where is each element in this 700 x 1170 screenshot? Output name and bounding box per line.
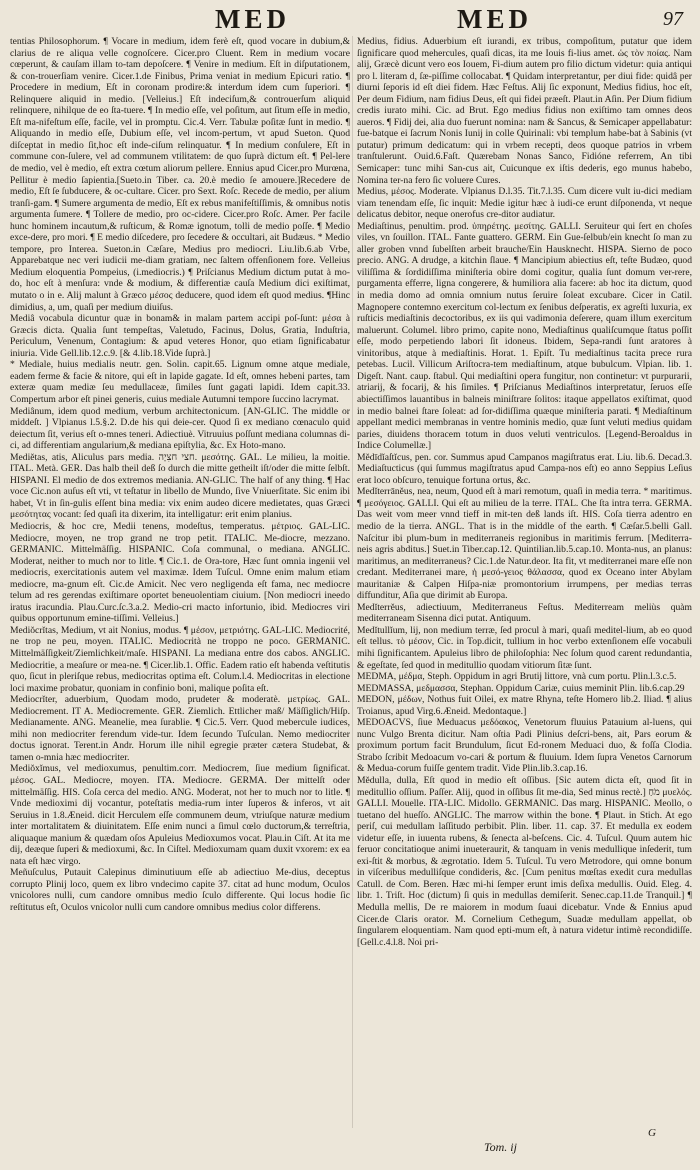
volume-signature: Tom. ij	[484, 1140, 517, 1154]
entry-medianum: Mediânum, idem quod medium, verbum architectonicum. [AN-GLIC. The middle or middeſt. ] Vlpianus l.5.§.2. D.de his qui deie-cer. Quod ſi ex mediano cœnaculo quid deiectum ſit, verius eſt o-mnes teneri. Adiectiuè. Vitruuius poſſunt mediana columnas di-ci, ad differentiam angularium,& mediana epiſtylia, &c. Ex Hoto-mano.	[10, 405, 350, 452]
entry-mediocris: Mediocris, & hoc cre, Medii tenens, modeſtus, temperatus. μέτριος. GAL-LIC. Mediocre, moyen, ne trop grand ne trop petit. ITALIC. Me-diocre, mezzano. GERMANIC. Mittelmäſſig. HISPANIC. Coſa communal, o mediana. ANGLIC. Moderat, neither to much nor to litle. ¶ Cic.1. de Ora-tore, Hæc ſunt omnia ingenii vel mediocris, exercitationis autem vel maximæ. Idem Tuſcul. Omne enim malum etiam mediocre, ma-gnum eſt. Cic.de Amicit. Nec vero negligenda eſt fama, nec mediocre telum ad res gerendas exiſtimare oportet beneuolentiam ciuium. [Non mediocri ineedo iratus iracundia. Plau.Curc.ſc.3.a.2. Medio-cri macto infortunio, ibid. Mediocres viri quibus opportunum emine-tiſſimi. Velleius.]	[10, 520, 350, 625]
entry-mediterraneus: Medĭterrānĕus, nea, neum, Quod eſt à mari remotum, quaſi in media terra. * maritimus. ¶ μεσόγειος. GALLI. Qui eſt au milieu de la terre. ITAL. Che ſta intra terra. GERMA. Das weit vom meer vnnd tieff in mit-ten deß lands iſt. HIS. Coſa tierra adentro en medio de la tierra. ANGL. That is in the middle of the earth. ¶ Cæſar.5.belli Gall. Naſcitur ibi plum-bum in mediterraneis regionibus in maritimis ferrum. [Mediterra-neis agris abditus.] Suet.in Tiber.cap.12. Quintilian.lib.5.cap.10. Monta-nus, an planus: maritimus, an mediterraneus? Cic.1.de Natur.deor. Ita fit, vt mediterranei mare eſſe non credant. Mediterranei mare, ἡ μεσό-γειος θάλασσα, quod ex Oceano inter Abylam mauritaniæ & Calpen Hiſpa-niæ promontorium irrumpens, per medias terras diffunditur, Aſia que dirimit ab Europa.	[357, 486, 692, 602]
entry-mediastuticus: Mĕdīdĭaſtĭcus, pen. cor. Summus apud Campanos magiſtratus erat. Liu. lib.6. Decad.3. Mediaſtucticus (qui ſummus magiſtratus apud Campa-nos eſt) eo anno Seppius Leſius erat loco obſcuro, tenuique fortuna ortus, &c.	[357, 451, 692, 486]
page-footer	[0, 1126, 700, 1166]
page-number: 97	[663, 8, 683, 30]
entry-medioximus: Mediŏxĭmus, vel medioxumus, penultim.corr. Mediocrem, ſiue medium ſignificat. μέσος. GAL. Mediocre, moyen. ITA. Mediocre. GERMA. Der mittelſt oder mittelmäſſig. HIS. Coſa cerca del medio. ANG. Moderat, not her to much nor to litle. ¶ Vnde medioximi dij vocantur, poteſtatis media-rum inter ſuperos & inferos, vt ait Seruius in 1.8.Æneid. dicit Herculem eſſe communem deum, vtriuſque naturæ medium inter mortalitatem & diuinitatem. Eſſe enim nunci a ſimul cœlo ductorum,& terreſtria, aliquaque manium & quædam oſos Apuleius Medioxumos vocat. Plau.in Ciſt. At ita me dij, deæque ſuperi & medioxumi, &c. In Ciſtel. Medioxumam quam duxit vxorem: ex ea nata eſt hæc virgo.	[10, 763, 350, 867]
entry-medietas: Mediĕtas, atis, Aliculus pars media. חצי חצִיָה. μεσότης. GAL. Le milieu, la moitie. ITAL. Metà. GER. Das halb theil deß ſo durch die mitte getheilt iſt/oder die mitte ſelbſt. HISPANI. El medio de dos extremos mediania. AN-GLIC. The half of any thing. ¶ Hac voce Cic.non auſus eſt vti, vt teſtatur in libello de Mundo, ſive Vniuerſitate. Sic enim ibi habet, Vt in ſin-gulis eſſent bina media: vix enim audeo dicere medietates, quas Græci μεσότητας vocant: ſed quaſi ita dixerim, ita intelligatur: erit enim planius.	[10, 451, 350, 521]
left-column	[10, 36, 350, 1128]
entry-medma: MEDMA, μέδμα, Steph. Oppidum in agri Brutij littore, vnà cum portu. Plin.l.3.c.5.	[357, 671, 677, 683]
entry-medmassa: MEDMASSA, μεδμασσα, Stephan. Oppidum Cariæ, cuius meminit Plin. lib.6.cap.29	[357, 682, 685, 694]
page-header	[0, 0, 700, 40]
entry-medium-phrases: tentias Philosophorum. ¶ Vocare in medium, idem ferè eſt, quod vocare in dubium,& clarius de re aliqua velle cognoſcere. Cicer.pro Cluent. Rem in medium vocare cœperunt, & cauſam illam to-tam depoſcere. ¶ Venire in medium. Eſt in diſputationem, & con-trouerſiam venire. Cicer.1.de Finibus, Prima veniat in medium Epicuri ratio. ¶ Procedere in medium, Eſt in coronam prodire:& interdum idem cum ſuperiori. ¶ Relinquere aliquid in medio. [Velleius.] Eſt indeciſum,& controuerſum aliquid relinquere, nihilque de eo ſta-tuere. ¶ In medio eſſe, vel poſitum, aut ſitum eſſe in medio, Eſt ma-nifeſtum eſſe, facile, vel in promptu. Cic.4. Verr. Tabulæ poſitæ ſunt in medio. ¶ Aliquando in medio eſſe, Dubium eſſe, vel incom-pertum, vt apud Sueton. Quod diſceptat in medio ſit,hoc eſt inde-ciſum relinquatur. ¶ In medium conſulere, Eſt in commune con-ſulere, vel ad communem vtilitatem: de quo ſuprà dictum eſt. ¶ Pel-lere de medio, vel è medio, eſt extra cœtum aliorum pellere. Ennius apud Cicer.pro Murœna, Pellitur è medio ſapientia.[Sueto.in Tiber. ca. 20.è medio ſe amouere.]Recedere de medio, Eſt ſe ſubducere, & oc-cultare. Cicer. pro Sext. Roſc. Recede de medio, per alium tranſi-gam. ¶ Sumere argumenta de medio, Eſt ex rebus manifeſtiſſimis, & omnibus notis argumenta ſumere. ¶ Tollere de medio, pro oc-cidere. Cicer.pro Roſc. Amer. Per facile hunc hominem incautum,& ruſticum, & Romæ ignotum, tolli de medio poſſe. ¶ Medio exce-dere, pro mori. ¶ E medio diſcedere, pro ſecedere & occultari, ait Budæus. * Medio tempore, pro Interea. Sueton.in Cæſare, Medius pro mediocri. Liu.lib.6.ab Vrbe, Apparebatque nec veri iudicii me-diam gratiam, nec ſaltem offenſionem fore. Velleius Medium eloquentia Pompeius, (i.mediocris.) ¶ Priſcianus Medium dictum putat à mo-do, hoc eſt à menſura: vnde & modium, & differentiæ cauſa Medium dici exiſtimat, mutato o in e. Alij malunt à Græco μέσος deducere, quod idem eſt quod medius. ¶Hinc dimidius, a, um, quaſi per medium diuiſus.	[10, 36, 350, 313]
entry-medulla: Mĕdulla, dulla, Eſt quod in medio eſt oſſibus. [Sic autem dicta eſt, quod ſit in meditullio oſſium. Paſſer. Alij, quod in oſſibus ſit me-dia, Sed minus rectè.] מֹחַ μυελός. GALLI. Mouelle. ITA-LIC. Midollo. GERMANIC. Das marg. HISPANIC. Meollo, o tuetano del hueſſo. ANGLIC. The marrow within the bone. ¶ Plaut. in Stich. At ego periſ, cui medullam laſſitudo perbibit. Plin. liber. 11. cap. 37. Et medulla ex eodem videtur eſſe, in iuuenta rubens, & ſenecta al-beſcens. Cic. 4. Tuſcul. Quum autem hic feruor concitatioque animi inueteraurit, & tanquam in venis medullique inſederit, tum exi-ſtit & morbus, & ægrotatio. Idem 5. Tuſcul. Tu vero Metrodore, qui omne bonum in viſceribus medulliſque condideris, &c. [Cum penitus mœſtas exedit cura medullas Catull. de Com. Beren. Hæc mi-hi ſemper erunt imis deſixa medullis. Ouid. Eleg. 4. libr. 1. Triſt. Hoc (dictum) ſi quis in medullas demiſerit. Senec.cap.11.de Tranquil.] ¶ Medulla mellis, De re maiorem in modum ſuaui dicebatur. Vnde & Ennius apud Cicer.de Claris orator. M. Cornelium Cethegum, Suadæ medullam appellat, ob ſingularem eloquentiam. Nam quod epti-mum eſt, à natura videtur intimè recondidiſſe. [Gell.c.4.l.8. Noi pri-	[357, 775, 692, 948]
entry-medie: Medius, μέσος. Moderate. Vlpianus D.l.35. Tit.7.l.35. Cum dicere vult iu-dici mediam viam tenendam eſſe, ſic inquit: Medie igitur hæc à iudi-ce erunt diſponenda, vt neque delicatus debitor, neque onerofus cre-ditor audiatur.	[357, 186, 692, 221]
right-column	[357, 36, 692, 1128]
entry-mediterreus: Medĭterrĕus, adiectiuum, Mediterraneus Feſtus. Mediterream meliùs quàm mediterraneam Sisenna dici putat. Antiquum.	[357, 601, 692, 625]
entry-meditullium: Medĭtullĭum, lij, non medium terræ, ſed procul à mari, quaſi meditel-lium, ab eo quod eſt tellus. τὸ μέσον, Cic. in Top.dicit, tullium in hoc verbo extenſionem eſſe vocabuli mihi ſignificantem. Apuleius libro de philoſophia: Nec ſolum quod carent redundantia, & egeſtate, ſed quod in meditullio quodam vitiorum ſitæ ſunt.	[357, 624, 692, 671]
running-head-left: MED	[215, 4, 290, 34]
entry-medoacus: MEDOACVS, ſiue Meduacus μεδόακος, Venetorum fluuius Patauium al-luens, qui nunc Vulgo Brenta dicitur. Nam oſtia Padi Plinius deſcri-bens, ait, Pars eorum & proximum portum facit Brundulum, ſicut Ed-ronem Meduaci duo, & foſſa Clodia. Strabo ſcribit Medoacum vo-cari & portum & fluuium. Idem ſupra Venetos Carnorum & Medua-corum fuiſſe gentem tradit. Vide Plin.lib.3.cap.16.	[357, 717, 692, 775]
catchword: G	[648, 1127, 656, 1139]
entry-mediocritas: Mediŏcrĭtas, Medium, vt ait Nonius, modus. ¶ μέσον, μετριότης. GAL-LIC. Mediocrité, ne trop ne peu, moyen. ITALIC. Mediocrità ne troppo ne poco. GERMANIC. Mittelmäſſigkeit/Ziemlichkeit/maſe. HISPANI. La mediana entre dos cabos. ANGLIC. Mediocritie, a meaſure or mea-ne. ¶ Cicer.lib.1. Offic. Eadem ratio eſt habenda veſtitutis quo, ſicut in pleriſque rebus, mediocritas optima eſt. Colum.l.4. Mediocritas in electione loci maxime probatur, quoniam in confinio boni, malique poſita eſt.	[10, 624, 350, 694]
entry-mediastinus: Mediaſtinus, penultim. prod. ὑπηρέτης. μεσίτης. GALLI. Seruiteur qui ſert en choſes viles, vn ſouillon. ITAL. Fante guattero. GERM. Ein Gue-ſelbub/ein knecht ſo man zu aller groben vnnd ſubelſten arbeit brauche/Ein Hausknecht. HISPA. Sierno de poco precio. ANG. A drudge, a kitchin ſlaue. ¶ Mancipium abiectius eſt, teſte Budæo, quod viliſſima & ſordidiſſima miniſteria obire domi cogitur, qualia ſunt domum ver-rere, purgamenta efferre, ligna congerere, & humiliora alia facere: ab hoc ita dictum, quod in media domo ad omnia omnium nutus ſeruire ſoleat excubare. Cicer in Catil. Magnopere contemno exercitum col-lectum ex ſenibus deſperatis, ex agreſti luxuria, ex ruſticis mediaſtinis decoctoribus, ex iis qui vadimonia deſerere, quam illum exercitum maluerunt. Columel. libro primo, capite nono, Mediaſtinus qualiſcumque ſtatus poſſit eſſe, modo perpetiendo labori ſit idoneus. Ibidem, Sepa-randi ſunt aratores à vinitoribus, atque à mediaſtinis. Horat. 1. Epiſt. Tu mediaſtinus tacita prece rura petebas. Lucil. Villicum Ariſtocra-tem mediaſtinum, atque bubulcum. Vlpian. lib. 1. Digeſt. Nant. caup. ſtabul. Qui mediaſtini opera fungitur, non continetur: vt purpurarii, atriarij, & focarij, & his ſimiles. ¶ Priſcianus Mediaſtinos interpretatur, ſeruos eſſe abiectiſſimos lauantibus in balneis miniſtrare ſolitos: itaque appellatos exiſtimat, quod in medio balnei ſtare ſoleat: ad ſor-didiſſima quæque miniſteria parati. ¶ Mediaſtinum appellant medici membranas in ventre hominis medio, quæ ſunt veluti medius quidam paries, diuidens thoracem totum in duos veluti ventriculos. [Legend-Beroaldus in Indice Columellæ.]	[357, 220, 692, 452]
entry-mediusculus: Meñuſculus, Putauit Calepinus diminutiuum eſſe ab adiectiuo Me-dius, deceptus corrupto Plinij loco, quem ex libro vndecimo capite 37. citat ad hunc modum, Oculos vnicolores nulli, cum candore omnibus medio ſculo differente. Qui locus hodie ſic reſtitutus eſt, Oculos vnicolor nulli cum candore omnibus medius color differens.	[10, 867, 350, 914]
running-head-right: MED	[457, 4, 532, 34]
entry-mediocriter: Mediocrĭter, aduerbium, Quodam modo, prudeter & moderatè. μετρίως. GAL. Mediocrement. IT A. Mediocremente. GER. Ziemlich. Ettlicher maß/ Mäſſiglich/Hiſp. Medianamente. ANG. Meanelie, mea ſurablie. ¶ Cic.5. Verr. Quod mebercule iudices, mihi non mediocriter ferendum vide-tur. Idem ſecundo Tuſculan. Nemo mediocriter doctus ignorat. Terent.in Andr. Horum ille nihil egregie præter cætera Studebat, & tamen o-mnia hæc mediocriter.	[10, 694, 350, 763]
column-divider	[352, 36, 353, 1128]
entry-medius-fidius: Medius, fidius. Aduerbium eſt iurandi, ex tribus, compoſitum, putatur que idem ſignificare quod mehercules, quaſi dicas, ita me Iouis fi-lius amet. ὡς τὸν ποίας. Nam alij, Græcè dicunt vero eos Iouem, Fi-dium autem pro filio dictum videtur: quia antiqui pro l. literam d, ſæ-piſſime collocabat. ¶ Quidam interpretantur, per diui fide: quidâ per diurni ſeporis id eſt diei fidem. Hæc Feſtus. Alij ſic exponunt, Medius fidius, hoc eſt, Per deum Fidium, nam fidius Deus, eſt qui fidei præeſt. Plaut.in Aſin. Per Dium fidium credis iurato mihi. Cic. ad Brut. Ego medius fidius non exiſtimo tam omnes deos aueros. ¶ Fidij dei, alia duo fuerunt nomina: nam & Sancus, & Semicaper appellabatur: fue-batque ei ſacrum Nonis Iunij in colle Quirinali: vbi templum habe-bat à Sabinis (vt putatur) primum dedicatum: qui in vrbem recepti, deos quoque patrios in vrbem tranſtulerunt. Ouid.6.Faſt. Quærebam Nonas Sanco, Fidióne referrem, An tibi Semicaper: tunc mihi San-cus ait, Cuicunque ex iſtis dederis, ego munus habebo, Nomina ter-na fero ſic voluere Cures.	[357, 36, 692, 186]
entry-media-vocabula: Mediâ vocabula dicuntur quæ in bonam& in malam partem accipi poſ-ſunt: μέσα à Græcis dicta. Qualia ſunt tempeſtas, Valetudo, Facinus, Dolus, Gratia, Induſtria, Periculum, Venenum, Contagium: & apud veteres Honor, quo etiam ſignificabatur iniuria. Vide Gell.lib.12.c.9. [& 4.lib.18.Vide ſuprà.]	[10, 313, 350, 359]
entry-medon: MEDON, μέδων, Nothus fuit Oilei, ex matre Rhyna, teſte Homero lib.2. Iliad. ¶ alius Troianus, apud Virg.6.Æneid. Medontaque.]	[357, 694, 692, 717]
entry-mediale: * Mediale, huius medialis neutr. gen. Solin. capit.65. Lignum omne atque mediale, eadem ferme & facie & nitore, qui eſt in lapide gagate. Id eſt, omnes hebeni partes, tam exteræ quam mediæ ſeu medullaceæ, ſimiles ſunt gagati lapidi. Idem capit.33. Compertum arbor eſt pinei generis, cuius mediale Autumni tempore ſuccino lacrymat.	[10, 359, 350, 405]
